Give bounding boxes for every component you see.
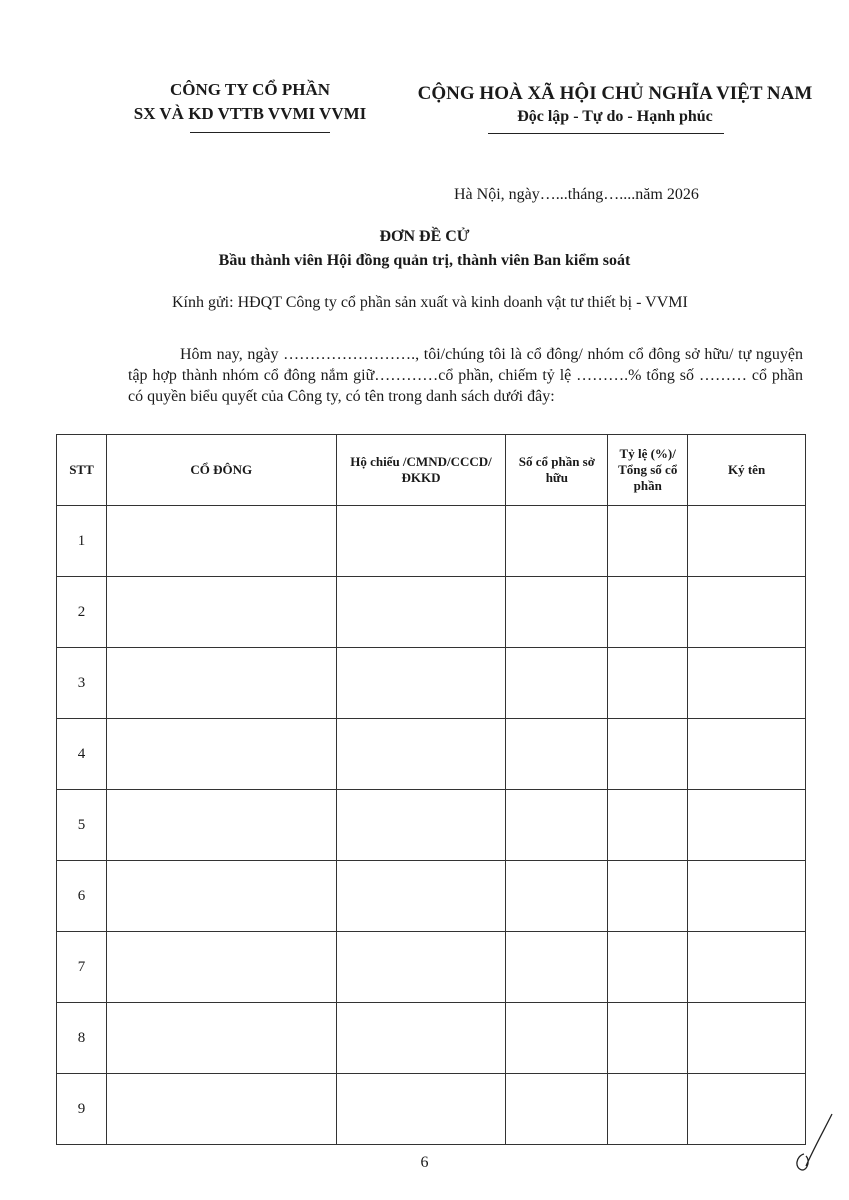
- national-title: CỘNG HOÀ XÃ HỘI CHỦ NGHĨA VIỆT NAM: [417, 83, 813, 104]
- ratio-cell[interactable]: [608, 790, 688, 861]
- signature-cell[interactable]: [688, 719, 806, 790]
- header-so-co-phan: Số cổ phần sở hữu: [506, 435, 608, 506]
- document-title: ĐƠN ĐỀ CỬ: [379, 228, 470, 245]
- row-number: 5: [57, 790, 107, 861]
- shareholder-cell[interactable]: [106, 1074, 336, 1145]
- row-number: 8: [57, 1003, 107, 1074]
- place-date: Hà Nội, ngày…...tháng…....năm 2026: [454, 186, 699, 203]
- shares-cell[interactable]: [506, 577, 608, 648]
- shareholder-cell[interactable]: [106, 577, 336, 648]
- signature-cell[interactable]: [688, 932, 806, 1003]
- ratio-cell[interactable]: [608, 932, 688, 1003]
- company-name-line1: CÔNG TY CỔ PHẦN: [169, 80, 331, 99]
- row-number: 6: [57, 861, 107, 932]
- signature-cell[interactable]: [688, 790, 806, 861]
- shareholder-cell[interactable]: [106, 1003, 336, 1074]
- header-ho-chieu: Hộ chiếu /CMND/CCCD/ĐKKD: [336, 435, 506, 506]
- signature-cell[interactable]: [688, 506, 806, 577]
- id-cell[interactable]: [336, 932, 506, 1003]
- ratio-cell[interactable]: [608, 861, 688, 932]
- row-number: 1: [57, 506, 107, 577]
- header-co-dong: CỔ ĐÔNG: [106, 435, 336, 506]
- declaration-paragraph: [128, 344, 803, 407]
- signature-cell[interactable]: [688, 861, 806, 932]
- id-cell[interactable]: [336, 577, 506, 648]
- header-ty-le: Tỷ lệ (%)/ Tổng số cổ phần: [608, 435, 688, 506]
- ratio-cell[interactable]: [608, 577, 688, 648]
- company-underline: [190, 132, 330, 133]
- signature-cell[interactable]: [688, 648, 806, 719]
- ratio-cell[interactable]: [608, 506, 688, 577]
- shareholder-cell[interactable]: [106, 719, 336, 790]
- table-row: [57, 790, 806, 861]
- shareholder-cell[interactable]: [106, 790, 336, 861]
- table-row: [57, 1074, 806, 1145]
- table-header-row: [57, 435, 806, 506]
- declaration-text: Hôm nay, ngày ……………………., tôi/chúng tôi là cổ đông/ nhóm cổ đông sở hữu/ tự nguyện tập hợp thành nhóm cổ đông nắm giữ…………cổ phần, chiếm tỷ lệ ……….% tổng số ……… cổ phần có quyền biểu quyết của Công ty, có tên trong danh sách dưới đây:: [128, 346, 803, 405]
- shares-cell[interactable]: [506, 719, 608, 790]
- shareholder-cell[interactable]: [106, 932, 336, 1003]
- table-row: [57, 932, 806, 1003]
- id-cell[interactable]: [336, 506, 506, 577]
- table-row: [57, 861, 806, 932]
- row-number: 2: [57, 577, 107, 648]
- shares-cell[interactable]: [506, 648, 608, 719]
- shares-cell[interactable]: [506, 506, 608, 577]
- shareholder-cell[interactable]: [106, 648, 336, 719]
- ratio-cell[interactable]: [608, 648, 688, 719]
- shares-cell[interactable]: [506, 932, 608, 1003]
- shares-cell[interactable]: [506, 861, 608, 932]
- id-cell[interactable]: [336, 648, 506, 719]
- header-stt: STT: [57, 435, 107, 506]
- signature-cell[interactable]: [688, 577, 806, 648]
- row-number: 9: [57, 1074, 107, 1145]
- table-row: [57, 1003, 806, 1074]
- shares-cell[interactable]: [506, 790, 608, 861]
- id-cell[interactable]: [336, 1003, 506, 1074]
- row-number: 4: [57, 719, 107, 790]
- ratio-cell[interactable]: [608, 719, 688, 790]
- shares-cell[interactable]: [506, 1003, 608, 1074]
- company-name-line2: SX VÀ KD VTTB VVMI VVMI: [133, 104, 367, 123]
- ratio-cell[interactable]: [608, 1003, 688, 1074]
- row-number: 3: [57, 648, 107, 719]
- id-cell[interactable]: [336, 861, 506, 932]
- national-motto: Độc lập - Tự do - Hạnh phúc: [517, 108, 713, 125]
- signature-cell[interactable]: [688, 1003, 806, 1074]
- id-cell[interactable]: [336, 719, 506, 790]
- shares-cell[interactable]: [506, 1074, 608, 1145]
- table-row: [57, 719, 806, 790]
- company-name: [120, 78, 380, 126]
- id-cell[interactable]: [336, 790, 506, 861]
- table-row: [57, 577, 806, 648]
- shareholder-cell[interactable]: [106, 506, 336, 577]
- header-ky-ten: Ký tên: [688, 435, 806, 506]
- document-subtitle: Bầu thành viên Hội đồng quản trị, thành viên Ban kiểm soát: [218, 252, 631, 269]
- table-row: [57, 506, 806, 577]
- row-number: 7: [57, 932, 107, 1003]
- recipient-line: Kính gửi: HĐQT Công ty cổ phần sản xuất và kinh doanh vật tư thiết bị - VVMI: [172, 294, 688, 311]
- id-cell[interactable]: [336, 1074, 506, 1145]
- shareholder-cell[interactable]: [106, 861, 336, 932]
- table-row: [57, 648, 806, 719]
- motto-underline: [488, 133, 724, 134]
- shareholder-table: [56, 434, 806, 1145]
- ratio-cell[interactable]: [608, 1074, 688, 1145]
- page-number: 6: [420, 1154, 429, 1171]
